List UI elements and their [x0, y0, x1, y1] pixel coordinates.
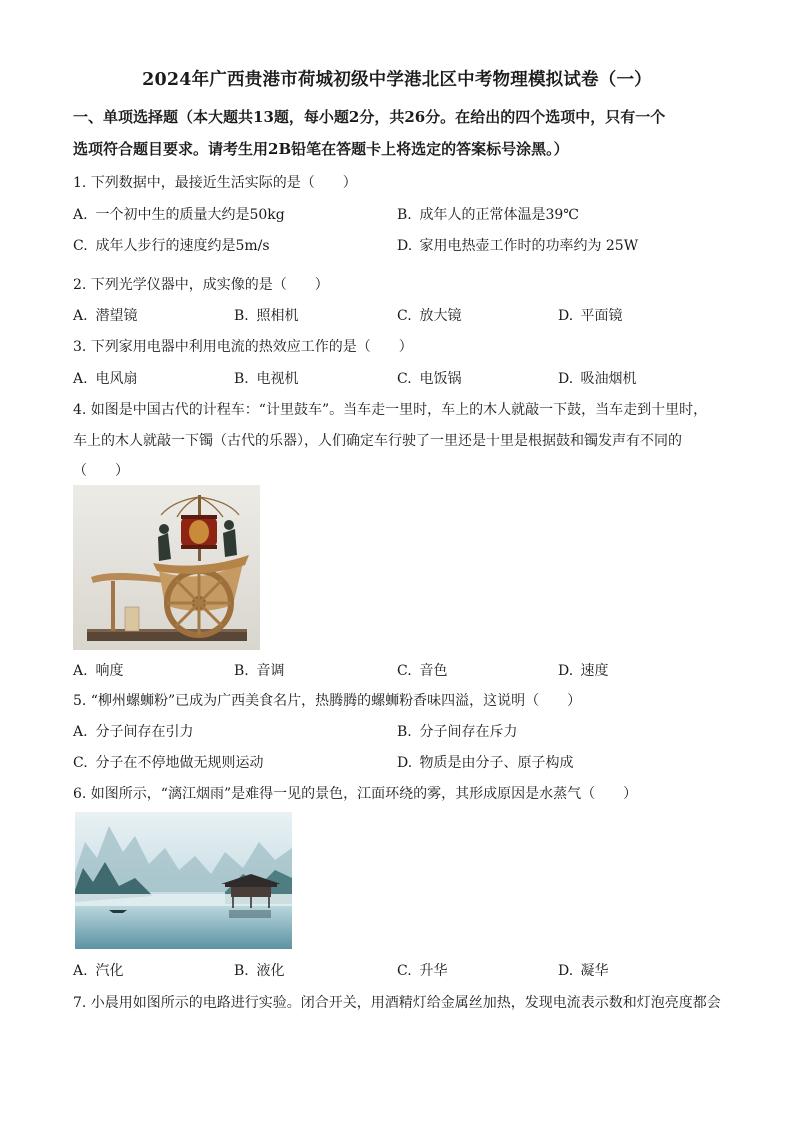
q6-stem: 6. 如图所示，“漓江烟雨”是难得一见的景色，江面环绕的雾，其形成原因是水蒸气（ ） — [73, 786, 638, 802]
option-letter: A. — [73, 724, 88, 740]
q3-option-c[interactable] — [397, 368, 461, 388]
q2-option-b-text: 照相机 — [256, 308, 299, 324]
page-title: 2024年广西贵港市荷城初级中学港北区中考物理模拟试卷（一） — [142, 70, 652, 90]
q3-stem: 3. 下列家用电器中利用电流的热效应工作的是（ ） — [73, 339, 413, 355]
q1-option-b-text: 成年人的正常体温是39℃ — [419, 207, 579, 223]
q6-option-d-text: 凝华 — [580, 963, 609, 979]
option-letter: B. — [397, 724, 412, 740]
q3-option-a-text: 电风扇 — [95, 371, 138, 387]
section-heading — [73, 101, 723, 165]
option-letter: D. — [397, 755, 413, 771]
option-letter: A. — [73, 663, 88, 679]
q5-option-c[interactable] — [73, 752, 263, 772]
q6-option-c[interactable] — [397, 960, 447, 980]
option-letter: A. — [73, 207, 88, 223]
drum-cart-illustration — [73, 485, 260, 650]
q2-stem: 2. 下列光学仪器中，成实像的是（ ） — [73, 277, 329, 293]
q1-stem: 1. 下列数据中，最接近生活实际的是（ ） — [73, 175, 357, 191]
q5-stem: 5. “柳州螺蛳粉”已成为广西美食名片，热腾腾的螺蛳粉香味四溢，这说明（ ） — [73, 693, 582, 709]
river-mist-image — [75, 812, 292, 949]
q5-option-d[interactable] — [397, 752, 573, 772]
q1-option-d[interactable] — [397, 235, 638, 255]
q3-option-d-text: 吸油烟机 — [580, 371, 637, 387]
q2-option-a[interactable] — [73, 305, 137, 325]
option-letter: C. — [73, 238, 88, 254]
option-letter: D. — [558, 371, 574, 387]
option-letter: D. — [558, 308, 574, 324]
option-letter: A. — [73, 371, 88, 387]
q2-option-c[interactable] — [397, 305, 461, 325]
option-letter: C. — [397, 663, 412, 679]
q5-option-c-text: 分子在不停地做无规则运动 — [95, 755, 264, 771]
q4-option-c-text: 音色 — [419, 663, 448, 679]
q6-option-a[interactable] — [73, 960, 123, 980]
q5-option-a[interactable] — [73, 721, 193, 741]
option-letter: C. — [397, 963, 412, 979]
q4-option-a-text: 响度 — [95, 663, 124, 679]
q2-option-d[interactable] — [558, 305, 622, 325]
option-letter: B. — [234, 308, 249, 324]
q3-option-c-text: 电饭锅 — [419, 371, 462, 387]
q1-option-d-text: 家用电热壶工作时的功率约为 25W — [419, 238, 639, 254]
option-letter: C. — [397, 371, 412, 387]
q4-option-b[interactable] — [234, 660, 284, 680]
q5-option-b[interactable] — [397, 721, 517, 741]
q3-option-d[interactable] — [558, 368, 636, 388]
q1-option-a[interactable] — [73, 204, 285, 224]
q4-stem-line3: （ ） — [73, 463, 129, 479]
q1-option-c-text: 成年人步行的速度约是5m/s — [95, 238, 270, 254]
option-letter: D. — [558, 963, 574, 979]
section-heading-line1: 一、单项选择题（本大题共13题，每小题2分，共26分。在给出的四个选项中，只有一个 — [73, 108, 666, 126]
river-mist-illustration — [75, 812, 292, 949]
q2-option-c-text: 放大镜 — [419, 308, 462, 324]
option-letter: B. — [234, 663, 249, 679]
q2-option-b[interactable] — [234, 305, 298, 325]
q6-option-d[interactable] — [558, 960, 608, 980]
q4-option-b-text: 音调 — [256, 663, 285, 679]
q6-option-c-text: 升华 — [419, 963, 448, 979]
q4-option-d[interactable] — [558, 660, 608, 680]
option-letter: B. — [234, 371, 249, 387]
q3-option-b[interactable] — [234, 368, 298, 388]
q5-option-d-text: 物质是由分子、原子构成 — [419, 755, 574, 771]
q4-option-a[interactable] — [73, 660, 123, 680]
option-letter: D. — [397, 238, 413, 254]
option-letter: C. — [73, 755, 88, 771]
q5-option-b-text: 分子间存在斥力 — [419, 724, 518, 740]
q4-stem-line1: 4. 如图是中国古代的计程车：“计里鼓车”。当车走一里时，车上的木人就敲一下鼓，当车走到十里时， — [73, 402, 708, 418]
q3-option-a[interactable] — [73, 368, 137, 388]
option-letter: A. — [73, 308, 88, 324]
q4-option-c[interactable] — [397, 660, 447, 680]
q3-option-b-text: 电视机 — [256, 371, 299, 387]
option-letter: C. — [397, 308, 412, 324]
option-letter: A. — [73, 963, 88, 979]
q2-option-d-text: 平面镜 — [580, 308, 623, 324]
drum-cart-image — [73, 485, 260, 650]
q1-option-c[interactable] — [73, 235, 270, 255]
q6-option-b-text: 液化 — [256, 963, 285, 979]
q6-option-b[interactable] — [234, 960, 284, 980]
q4-option-d-text: 速度 — [580, 663, 609, 679]
q1-option-a-text: 一个初中生的质量大约是50kg — [95, 207, 285, 223]
section-heading-line2: 选项符合题目要求。请考生用2B铅笔在答题卡上将选定的答案标号涂黑。） — [73, 140, 569, 158]
option-letter: B. — [397, 207, 412, 223]
q5-option-a-text: 分子间存在引力 — [95, 724, 194, 740]
q4-stem-line2: 车上的木人就敲一下镯（古代的乐器），人们确定车行驶了一里还是十里是根据鼓和镯发声有不同的 — [73, 433, 682, 449]
option-letter: D. — [558, 663, 574, 679]
option-letter: B. — [234, 963, 249, 979]
q6-option-a-text: 汽化 — [95, 963, 124, 979]
q1-option-b[interactable] — [397, 204, 579, 224]
q7-stem: 7. 小晨用如图所示的电路进行实验。闭合开关，用酒精灯给金属丝加热，发现电流表示数和灯泡亮度都会 — [73, 995, 721, 1011]
q2-option-a-text: 潜望镜 — [95, 308, 138, 324]
